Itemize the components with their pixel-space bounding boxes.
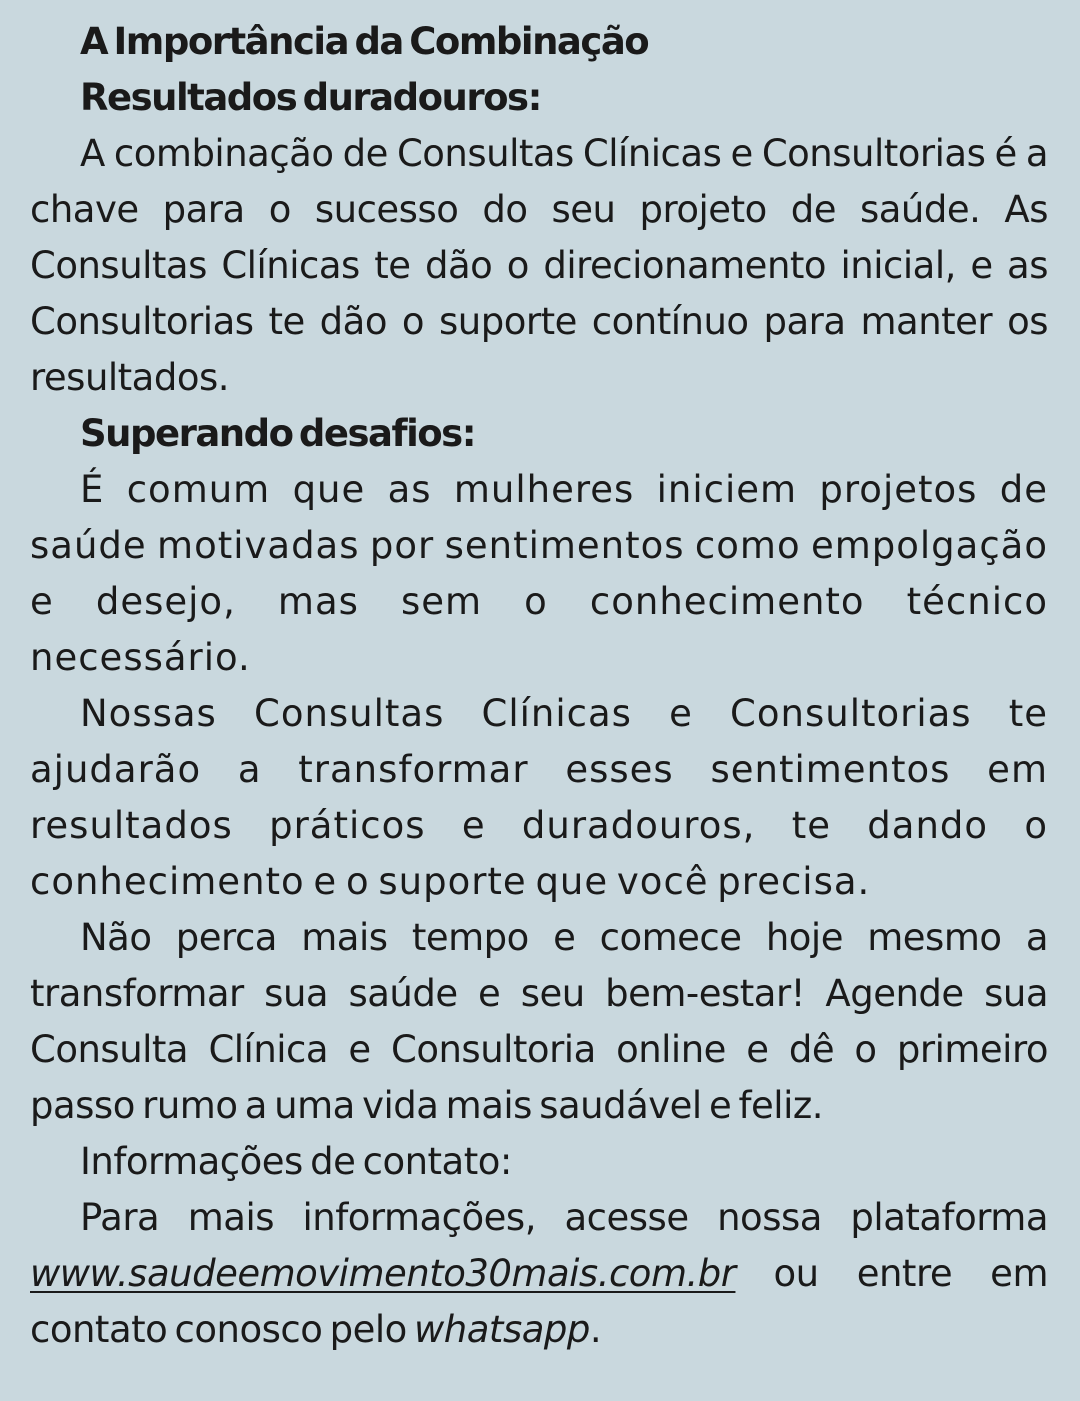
- contact-end: .: [589, 1308, 602, 1351]
- paragraph-transform-feelings: Nossas Consultas Clínicas e Consultorias te ajudarão a transformar esses sentimentos em resultados práticos e duradouros, te dando o conhecimento e o suporte que você precisa.: [30, 692, 1048, 903]
- article-title: A Importância da Combinação: [80, 20, 649, 63]
- contact-heading: Informações de contato:: [80, 1140, 512, 1183]
- contact-intro: Para mais informações, acesse nossa plataforma: [80, 1196, 1048, 1239]
- website-link[interactable]: www.saudeemovimento30mais.com.br: [30, 1252, 736, 1295]
- paragraph-common-start: É comum que as mulheres iniciem projetos de saúde motivadas por sentimentos como empolgação e desejo, mas sem o conhecimento técnico necessário.: [30, 468, 1048, 679]
- paragraph-combination: A combinação de Consultas Clínicas e Consultorias é a chave para o sucesso do seu projeto de saúde. As Consultas Clínicas te dão o direcionamento inicial, e as Consultorias te dão o suporte contínuo para manter os resultados.: [30, 132, 1048, 399]
- paragraph-call-to-action: Não perca mais tempo e comece hoje mesmo a transformar sua saúde e seu bem-estar! Agende sua Consulta Clínica e Consultoria online e dê o primeiro passo rumo a uma vida mais saudável e feliz.: [30, 916, 1048, 1127]
- contact-paragraph: [30, 1190, 1048, 1358]
- contact-middle: ou entre em contato conosco pelo: [30, 1252, 1048, 1351]
- section-heading-lasting-results: Resultados duradouros:: [80, 76, 541, 119]
- section-heading-overcoming-challenges: Superando desafios:: [80, 412, 475, 455]
- whatsapp-text: whatsapp: [414, 1308, 590, 1351]
